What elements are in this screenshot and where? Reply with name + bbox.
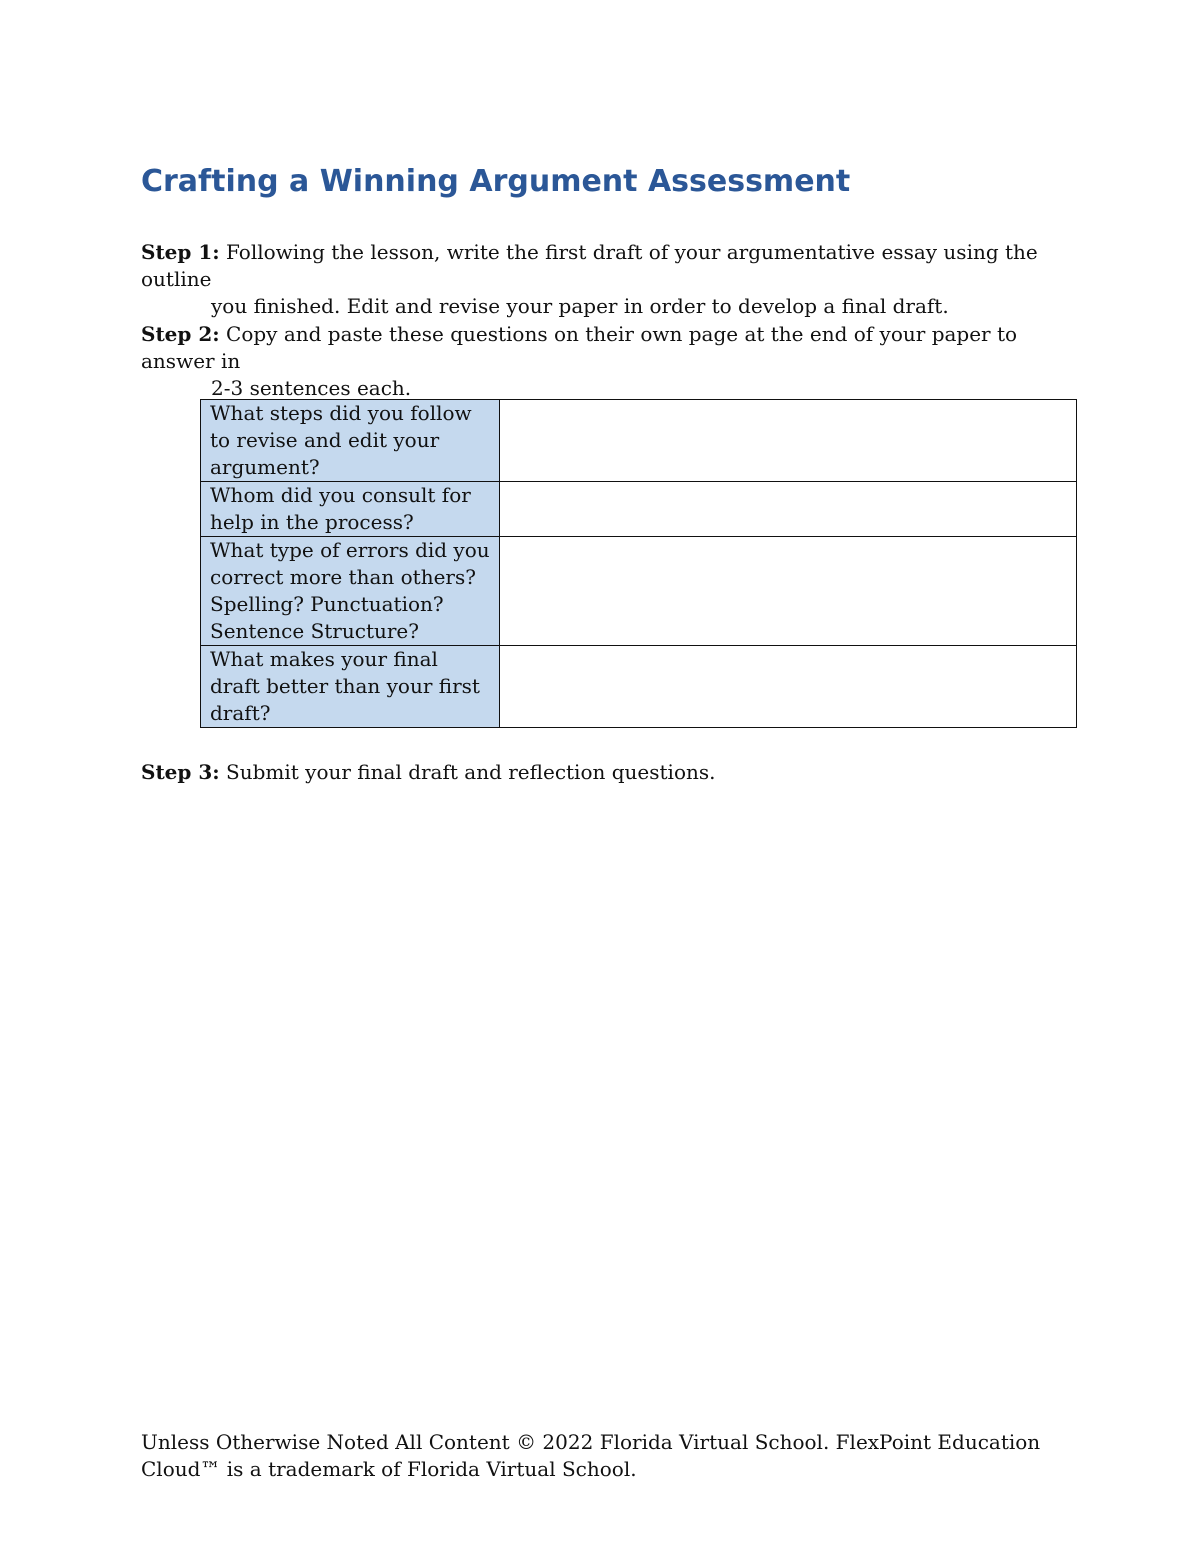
step-1 <box>141 239 1081 320</box>
answer-cell[interactable] <box>500 400 1077 482</box>
table-row <box>201 482 1077 537</box>
question-cell: What steps did you follow to revise and edit your argument? <box>201 400 500 482</box>
table-row <box>201 537 1077 646</box>
reflection-questions-table <box>200 399 1077 728</box>
step-3-text: Submit your final draft and reflection questions. <box>226 760 716 784</box>
answer-cell[interactable] <box>500 537 1077 646</box>
table-row <box>201 400 1077 482</box>
step-3 <box>141 759 1081 786</box>
question-cell: What type of errors did you correct more than others? Spelling? Punctuation? Sentence Structure? <box>201 537 500 646</box>
step-1-text-line-1: Following the lesson, write the first draft of your argumentative essay using the outline <box>141 240 1038 291</box>
step-1-label: Step 1: <box>141 240 220 264</box>
question-cell: What makes your final draft better than your first draft? <box>201 646 500 728</box>
answer-cell[interactable] <box>500 646 1077 728</box>
footer-line-1: Unless Otherwise Noted All Content © 2022 Florida Virtual School. FlexPoint Education <box>141 1430 1041 1454</box>
step-2-text-line-2: 2-3 sentences each. <box>211 376 412 400</box>
step-3-label: Step 3: <box>141 760 220 784</box>
footer-line-2: Cloud™ is a trademark of Florida Virtual School. <box>141 1457 637 1481</box>
step-2-label: Step 2: <box>141 322 220 346</box>
answer-cell[interactable] <box>500 482 1077 537</box>
question-cell: Whom did you consult for help in the process? <box>201 482 500 537</box>
step-2-text-line-1: Copy and paste these questions on their own page at the end of your paper to answer in <box>141 322 1018 373</box>
step-2 <box>141 321 1081 402</box>
table-row <box>201 646 1077 728</box>
page-title: Crafting a Winning Argument Assessment <box>141 164 851 199</box>
step-1-text-line-2: you finished. Edit and revise your paper in order to develop a final draft. <box>211 294 949 318</box>
copyright-footer <box>141 1429 1041 1483</box>
